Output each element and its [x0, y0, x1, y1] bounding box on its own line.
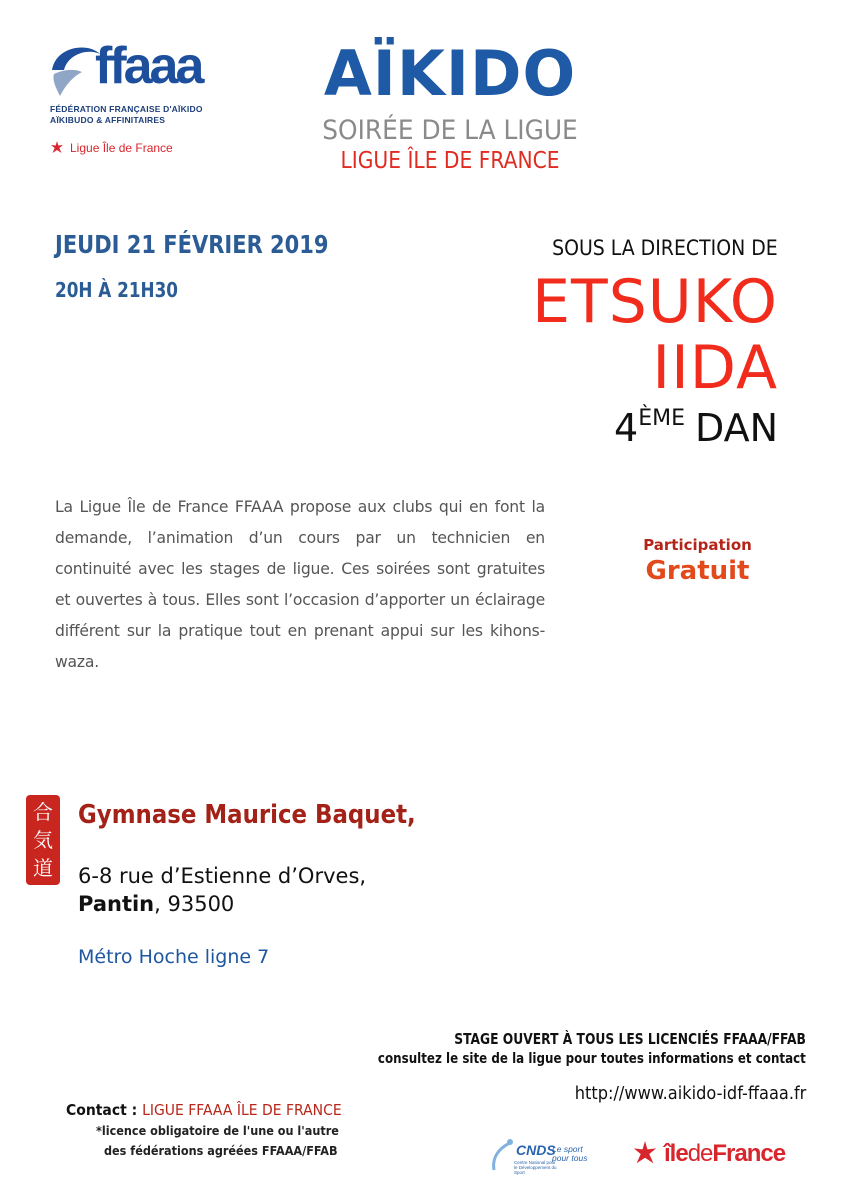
star-icon [632, 1141, 658, 1167]
open-to-notice: STAGE OUVERT À TOUS LES LICENCIÉS FFAAA/FFAB [454, 1030, 806, 1048]
venue-postal: , 93500 [154, 892, 235, 916]
licence-note-line2: des fédérations agréées FFAAA/FFAB [104, 1143, 338, 1158]
aikido-kanji-seal [26, 795, 60, 885]
ligue-badge-label: Ligue Île de France [70, 141, 173, 155]
website-link[interactable]: http://www.aikido-idf-ffaaa.fr [574, 1083, 806, 1104]
licence-note-line1: *licence obligatoire de l'une ou l'autre [96, 1123, 339, 1138]
page-subtitle: SOIRÉE DE LA LIGUE [322, 115, 578, 146]
ligue-badge [50, 140, 173, 156]
grade-unit: DAN [694, 406, 778, 450]
ligue-title: LIGUE ÎLE DE FRANCE [340, 148, 560, 174]
event-description: La Ligue Île de France FFAAA propose aux clubs qui en font la demande, l’animation d’un cours par un technicien en continuité avec les stages de ligue. Ces soirées sont gratuites et ouvertes à tous. Elles sont l’occasion d’apporter un éclairage différent sur la pratique tout en prenant appui sur les kihons-waza. [55, 498, 545, 671]
seal-char-1: 合 [33, 800, 53, 824]
seal-char-3: 道 [33, 856, 53, 880]
direction-intro: SOUS LA DIRECTION DE [552, 236, 778, 260]
consult-notice: consultez le site de la ligue pour toutes informations et contact [378, 1051, 806, 1067]
contact-line [66, 1101, 342, 1119]
star-icon [50, 141, 64, 155]
instructor-first-name: ETSUKO [532, 267, 778, 337]
contact-value: LIGUE FFAAA ÎLE DE FRANCE [142, 1101, 342, 1119]
ffaaa-logo-text: ffaaa [95, 37, 202, 95]
idf-word-ile: île [664, 1140, 688, 1167]
grade-number: 4 [614, 406, 639, 450]
venue-street: 6-8 rue d’Estienne d’Orves, [78, 864, 367, 888]
participation-label: Participation [643, 536, 752, 554]
cnds-subtitle: Centre National pour le Développement du Sport [514, 1160, 557, 1175]
contact-label: Contact : [66, 1101, 143, 1119]
seal-char-2: 気 [33, 828, 53, 852]
federation-name-line2: AÏKIBUDO & AFFINITAIRES [50, 115, 166, 125]
idf-word-de: de [687, 1140, 713, 1167]
event-time: 20H À 21H30 [55, 278, 178, 302]
cnds-logo-text: CNDS [516, 1142, 556, 1158]
cnds-tagline: Le sport pour tous [552, 1144, 588, 1163]
venue-city-name: Pantin [78, 892, 155, 916]
federation-name-line1: FÉDÉRATION FRANÇAISE D'AÏKIDO [50, 104, 203, 114]
event-date: JEUDI 21 FÉVRIER 2019 [55, 230, 329, 259]
venue-name: Gymnase Maurice Baquet, [78, 800, 416, 830]
venue-metro: Métro Hoche ligne 7 [78, 946, 270, 968]
iledefrance-logo [632, 1140, 785, 1168]
page-title: AÏKIDO [323, 37, 577, 110]
venue-city [78, 892, 234, 916]
instructor-grade [614, 394, 778, 453]
grade-suffix: ÈME [638, 406, 685, 431]
participation-value: Gratuit [645, 556, 750, 586]
idf-word-france: France [712, 1140, 786, 1167]
instructor-last-name: IIDA [652, 333, 778, 403]
